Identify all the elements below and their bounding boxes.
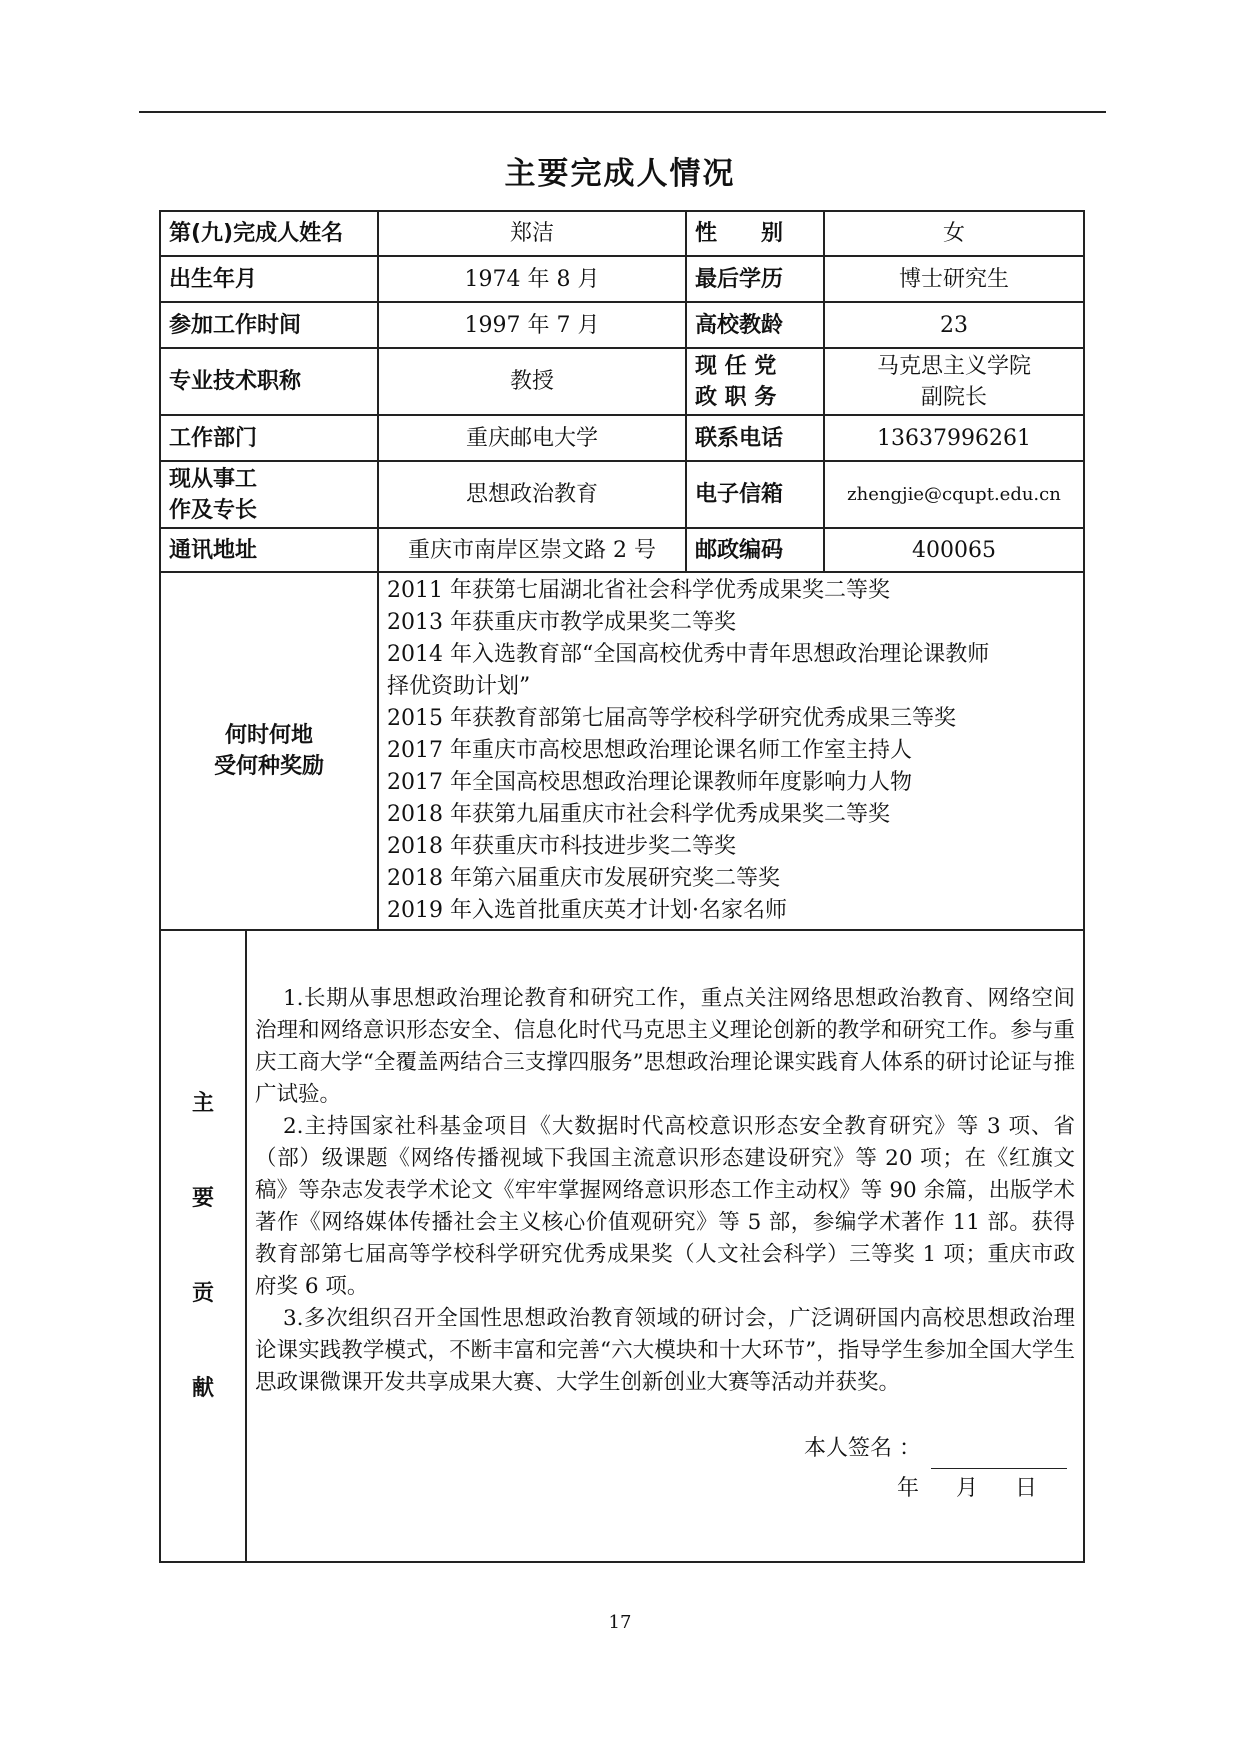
name-label: 第(九)完成人姓名 (160, 211, 378, 256)
contribution-paragraph: 2.主持国家社科基金项目《大数据时代高校意识形态安全教育研究》等 3 项、省（部）级课题《网络传播视域下我国主流意识形态建设研究》等 20 项；在《红旗文稿》等杂志发表学术论文《牢牢掌握网络意识形态工作主动权》等 90 余篇，出版学术著作《网络媒体传播社会主义核心价值观研究》等 5 部，参编学术著作 11 部。获得教育部第七届高等学校科学研究优秀成果奖（人文社会科学）三等奖 1 项；重庆市政府奖 6 项。 (255, 1114, 1075, 1299)
awards-label (160, 572, 378, 930)
email-label: 电子信箱 (686, 461, 824, 528)
gender-label: 性 别 (686, 211, 824, 256)
dept-value: 重庆邮电大学 (378, 415, 686, 461)
post-value-line-1: 马克思主义学院 (876, 353, 1031, 379)
specialty-label-line-1: 现从事工 (169, 466, 258, 492)
education-label: 最后学历 (686, 256, 824, 302)
specialty-label-line-2: 作及专长 (169, 497, 258, 523)
table-row (160, 256, 1084, 302)
email-value: zhengjie@cqupt.edu.cn (824, 461, 1084, 528)
birth-value: 1974 年 8 月 (378, 256, 686, 302)
list-item: 2019 年入选首批重庆英才计划·名家名师 (387, 898, 787, 923)
contribution-label-char: 主 (191, 1091, 214, 1116)
table-row (160, 415, 1084, 461)
work-start-label: 参加工作时间 (160, 302, 378, 348)
contribution-label-char: 要 (191, 1186, 214, 1211)
address-label: 通讯地址 (160, 528, 378, 572)
list-item: 2015 年获教育部第七届高等学校科学研究优秀成果三等奖 (387, 706, 956, 731)
page-number: 17 (608, 1612, 632, 1633)
list-item: 2018 年获第九届重庆市社会科学优秀成果奖二等奖 (387, 802, 890, 827)
awards-list (378, 572, 1084, 930)
work-start-value: 1997 年 7 月 (378, 302, 686, 348)
awards-label-line-1: 何时何地 (224, 723, 313, 748)
info-table (159, 210, 1085, 931)
date-month: 月 (955, 1476, 978, 1501)
signature-line (255, 1429, 1075, 1469)
dept-label: 工作部门 (160, 415, 378, 461)
header-rule (139, 111, 1106, 113)
title-label: 专业技术职称 (160, 348, 378, 415)
address-value: 重庆市南岸区崇文路 2 号 (378, 528, 686, 572)
contribution-label (160, 930, 246, 1562)
signature-date (255, 1469, 1075, 1509)
education-value: 博士研究生 (824, 256, 1084, 302)
postcode-label: 邮政编码 (686, 528, 824, 572)
post-label-line-2: 政 职 务 (695, 384, 777, 410)
page-title: 主要完成人情况 (504, 156, 736, 192)
contribution-label-char: 献 (191, 1376, 214, 1401)
list-item: 2017 年全国高校思想政治理论课教师年度影响力人物 (387, 770, 912, 795)
table-row (160, 528, 1084, 572)
table-row (160, 461, 1084, 528)
post-value-line-2: 副院长 (920, 384, 987, 410)
list-item: 2018 年第六届重庆市发展研究奖二等奖 (387, 866, 780, 891)
name-value: 郑洁 (378, 211, 686, 256)
teaching-years-label: 高校教龄 (686, 302, 824, 348)
list-item: 2018 年获重庆市科技进步奖二等奖 (387, 834, 736, 859)
gender-value: 女 (824, 211, 1084, 256)
post-value (824, 348, 1084, 415)
list-item: 择优资助计划” (387, 674, 531, 699)
contribution-label-char: 贡 (191, 1281, 214, 1306)
contribution-body (246, 930, 1084, 1562)
teaching-years-value: 23 (824, 302, 1084, 348)
awards-row (160, 572, 1084, 930)
table-row (160, 211, 1084, 256)
post-label (686, 348, 824, 415)
date-year: 年 (896, 1476, 919, 1501)
phone-label: 联系电话 (686, 415, 824, 461)
post-label-line-1: 现 任 党 (695, 353, 777, 379)
list-item: 2011 年获第七届湖北省社会科学优秀成果奖二等奖 (387, 578, 890, 603)
postcode-value: 400065 (824, 528, 1084, 572)
awards-label-line-2: 受何种奖励 (213, 754, 324, 779)
specialty-label (160, 461, 378, 528)
contribution-row (160, 930, 1084, 1562)
specialty-value: 思想政治教育 (378, 461, 686, 528)
birth-label: 出生年月 (160, 256, 378, 302)
list-item: 2013 年获重庆市教学成果奖二等奖 (387, 610, 736, 635)
contribution-paragraph: 3.多次组织召开全国性思想政治教育领域的研讨会，广泛调研国内高校思想政治理论课实践教学模式，不断丰富和完善“六大模块和十大环节”，指导学生参加全国大学生思政课微课开发共享成果大赛、大学生创新创业大赛等活动并获奖。 (255, 1306, 1075, 1395)
contribution-table (159, 929, 1085, 1563)
list-item: 2014 年入选教育部“全国高校优秀中青年思想政治理论课教师 (387, 642, 990, 667)
date-day: 日 (1014, 1476, 1037, 1501)
signature-field[interactable] (931, 1442, 1067, 1469)
signature-label: 本人签名 ： (804, 1436, 921, 1461)
phone-value: 13637996261 (824, 415, 1084, 461)
table-row (160, 302, 1084, 348)
contribution-paragraph: 1.长期从事思想政治理论教育和研究工作，重点关注网络思想政治教育、网络空间治理和网络意识形态安全、信息化时代马克思主义理论创新的教学和研究工作。参与重庆工商大学“全覆盖两结合三支撑四服务”思想政治理论课实践育人体系的研讨论证与推广试验。 (255, 986, 1075, 1107)
table-row (160, 348, 1084, 415)
title-value: 教授 (378, 348, 686, 415)
list-item: 2017 年重庆市高校思想政治理论课名师工作室主持人 (387, 738, 912, 763)
